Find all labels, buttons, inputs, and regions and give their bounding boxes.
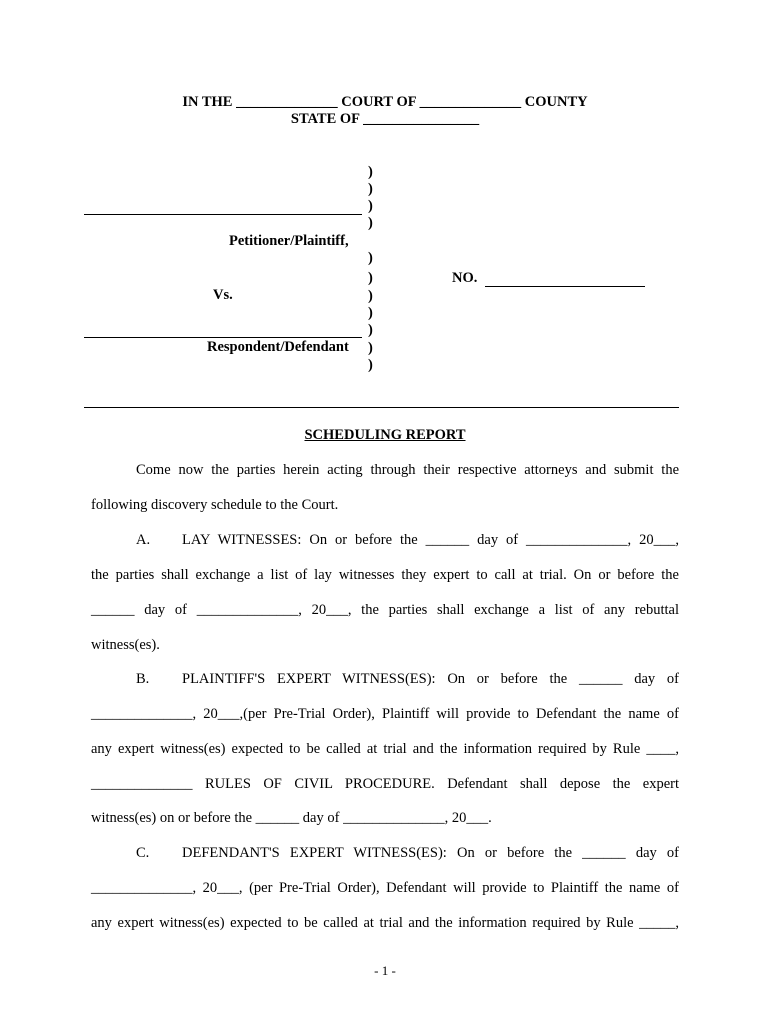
vs-label: Vs. [213, 287, 233, 303]
caption-paren: ) [368, 305, 373, 321]
paragraph-b-marker: B. [136, 671, 150, 687]
caption-paren: ) [368, 322, 373, 338]
paragraph-b-line-2: ______________, 20___,(per Pre-Trial Order), Plaintiff will provide to Defendant the name of [91, 706, 679, 722]
paragraph-a-line-1 [136, 531, 679, 549]
page-number: - 1 - [374, 963, 396, 978]
caption-paren: ) [368, 357, 373, 373]
plaintiff-name-line [84, 214, 362, 215]
paragraph-c-marker: C. [136, 845, 150, 861]
paragraph-c-text: DEFENDANT'S EXPERT WITNESS(ES): On or before the ______ day of [182, 845, 679, 861]
document-title: SCHEDULING REPORT [304, 427, 466, 443]
paragraph-b-line-5: witness(es) on or before the ______ day of ______________, 20___. [91, 810, 492, 826]
caption-paren: ) [368, 270, 373, 286]
petitioner-label: Petitioner/Plaintiff, [229, 233, 349, 249]
caption-paren: ) [368, 164, 373, 180]
paragraph-b-line-3: any expert witness(es) expected to be called at trial and the information required by Rule ____, [91, 741, 679, 757]
paragraph-a-marker: A. [136, 532, 151, 548]
caption-paren: ) [368, 215, 373, 231]
paragraph-b-line-1 [136, 670, 679, 688]
case-number-label: NO. [452, 270, 478, 286]
paragraph-b-line-4: ______________ RULES OF CIVIL PROCEDURE. Defendant shall depose the expert [91, 776, 679, 792]
caption-paren: ) [368, 250, 373, 266]
paragraph-c-line-2: ______________, 20___, (per Pre-Trial Order), Defendant will provide to Plaintiff the name of [91, 880, 679, 896]
paragraph-c-line-3: any expert witness(es) expected to be called at trial and the information required by Rule _____, [91, 915, 679, 931]
case-number-line [485, 286, 645, 287]
caption-divider [84, 407, 679, 408]
paragraph-a-line-3: ______ day of ______________, 20___, the parties shall exchange a list of any rebuttal [91, 602, 679, 618]
caption-paren: ) [368, 340, 373, 356]
defendant-name-line [84, 337, 362, 338]
paragraph-b-text: PLAINTIFF'S EXPERT WITNESS(ES): On or before the ______ day of [182, 671, 679, 687]
paragraph-a-text: LAY WITNESSES: On or before the ______ day of ______________, 20___, [182, 532, 679, 548]
caption-paren: ) [368, 288, 373, 304]
state-heading: STATE OF ________________ [290, 111, 480, 127]
caption-paren: ) [368, 181, 373, 197]
court-heading: IN THE ______________ COURT OF ______________ COUNTY [182, 94, 588, 110]
paragraph-a-line-4: witness(es). [91, 637, 160, 653]
intro-line-2: following discovery schedule to the Court. [91, 497, 339, 513]
paragraph-c-line-1 [136, 844, 679, 862]
caption-paren: ) [368, 198, 373, 214]
intro-line-1: Come now the parties herein acting through their respective attorneys and submit the [136, 462, 679, 478]
respondent-label: Respondent/Defendant [207, 339, 349, 355]
paragraph-a-line-2: the parties shall exchange a list of lay witnesses they expert to call at trial. On or before the [91, 567, 679, 583]
